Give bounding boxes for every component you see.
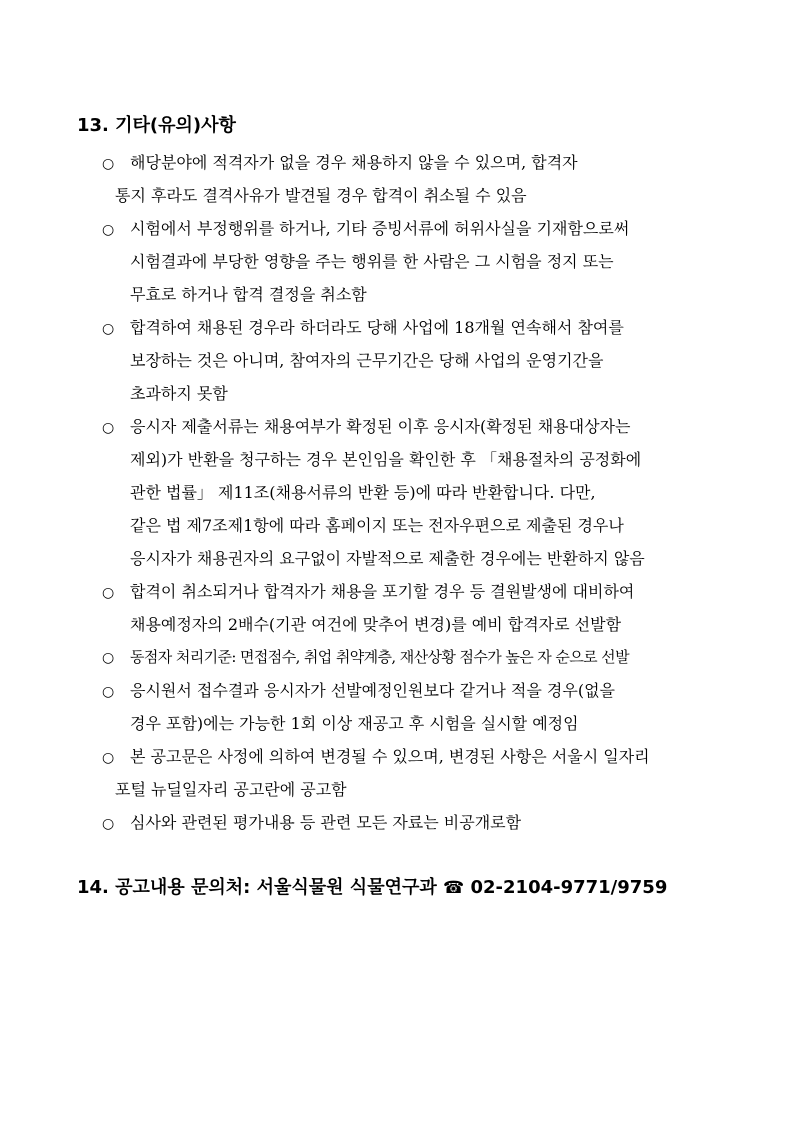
notice-item-1 <box>102 146 727 212</box>
bullet-icon: ○ <box>102 816 115 832</box>
notice-line: 시험에서 부정행위를 하거나, 기타 증빙서류에 허위사실을 기재함으로써 <box>130 219 630 238</box>
bullet-icon: ○ <box>102 222 115 238</box>
notice-line: 합격이 취소되거나 합격자가 채용을 포기할 경우 등 결원발생에 대비하여 <box>130 582 635 601</box>
section-13-title: 13. 기타(유의)사항 <box>77 115 236 136</box>
contact-phone-number: 02-2104-9771/9759 <box>470 877 668 898</box>
notice-line: 경우 포함)에는 가능한 1회 이상 재공고 후 시험을 실시할 예정임 <box>130 714 579 733</box>
bullet-icon: ○ <box>102 321 115 337</box>
notice-line: 심사와 관련된 평가내용 등 관련 모든 자료는 비공개로함 <box>130 813 522 832</box>
bullet-icon: ○ <box>102 650 114 666</box>
notice-item-9 <box>102 806 727 839</box>
notice-line: 보장하는 것은 아니며, 참여자의 근무기간은 당해 사업의 운영기간을 <box>130 351 604 370</box>
notice-line: 응시자가 채용권자의 요구없이 자발적으로 제출한 경우에는 반환하지 않음 <box>130 549 645 568</box>
section-13-heading <box>77 114 236 138</box>
notice-item-2 <box>102 212 727 311</box>
bullet-icon: ○ <box>102 585 115 601</box>
bullet-icon: ○ <box>102 750 115 766</box>
section-14-heading <box>77 876 667 900</box>
notice-line: 본 공고문은 사정에 의하여 변경될 수 있으며, 변경된 사항은 서울시 일자리 <box>130 747 650 766</box>
notice-line: 통지 후라도 결격사유가 발견될 경우 합격이 취소될 수 있음 <box>115 186 527 205</box>
notice-line: 제외)가 반환을 청구하는 경우 본인임을 확인한 후 「채용절차의 공정화에 <box>130 450 642 469</box>
notice-item-7 <box>102 674 727 740</box>
notice-item-4 <box>102 410 727 575</box>
section-14-title: 14. 공고내용 문의처: 서울식물원 식물연구과 <box>77 877 437 898</box>
notice-item-5 <box>102 575 727 641</box>
notice-line: 같은 법 제7조제1항에 따라 홈페이지 또는 전자우편으로 제출된 경우나 <box>130 516 624 535</box>
notice-item-6 <box>102 641 727 674</box>
notice-line: 응시자 제출서류는 채용여부가 확정된 이후 응시자(확정된 채용대상자는 <box>130 417 631 436</box>
notice-list <box>102 146 727 839</box>
notice-line: 해당분야에 적격자가 없을 경우 채용하지 않을 수 있으며, 합격자 <box>130 153 578 172</box>
notice-line: 동점자 처리기준: 면접점수, 취업 취약계층, 재산상황 점수가 높은 자 순으로 선발 <box>130 648 629 666</box>
notice-line: 무효로 하거나 합격 결정을 취소함 <box>130 285 367 304</box>
notice-item-3 <box>102 311 727 410</box>
notice-line: 초과하지 못함 <box>130 384 228 403</box>
notice-line: 시험결과에 부당한 영향을 주는 행위를 한 사람은 그 시험을 정지 또는 <box>130 252 614 271</box>
notice-line: 포털 뉴딜일자리 공고란에 공고함 <box>115 780 347 799</box>
notice-line: 채용예정자의 2배수(기관 여건에 맞추어 변경)를 예비 합격자로 선발함 <box>130 615 622 634</box>
notice-line: 응시원서 접수결과 응시자가 선발예정인원보다 같거나 적을 경우(없을 <box>130 681 615 700</box>
notice-item-8 <box>102 740 727 806</box>
bullet-icon: ○ <box>102 684 115 700</box>
bullet-icon: ○ <box>102 420 115 436</box>
bullet-icon: ○ <box>102 156 115 172</box>
telephone-icon: ☎ <box>443 878 465 898</box>
notice-line: 관한 법률」 제11조(채용서류의 반환 등)에 따라 반환합니다. 다만, <box>130 483 596 502</box>
notice-line: 합격하여 채용된 경우라 하더라도 당해 사업에 18개월 연속해서 참여를 <box>130 318 624 337</box>
